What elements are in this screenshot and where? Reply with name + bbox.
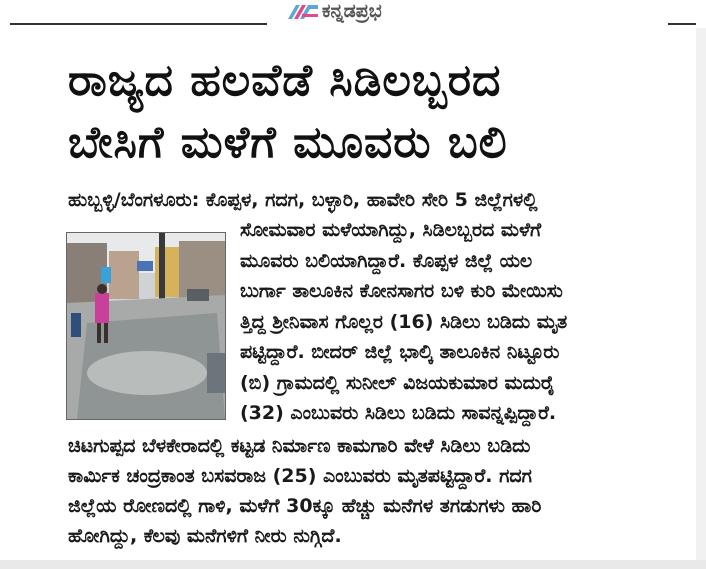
body-line: (32) ಎಂಬುವರು ಸಿಡಿಲು ಬಡಿದು ಸಾವನ್ನಪ್ಪಿದ್ದಾರೆ.: [240, 402, 557, 424]
body-line: ತ್ತಿದ್ದ ಶ್ರೀನಿವಾಸ ಗೊಲ್ಲರ (16) ಸಿಡಿಲು ಬಡಿದು ಮೃತ: [240, 310, 568, 333]
masthead-rule-right: [668, 23, 696, 25]
headline-line-1: ರಾಜ್ಯದ ಹಲವೆಡೆ ಸಿಡಿಲಬ್ಬರದ: [68, 55, 502, 106]
logo-text: ಕನ್ನಡಪ್ರಭ: [322, 0, 382, 22]
body-line: ಕಾರ್ಮಿಕ ಚಂದ್ರಕಾಂತ ಬಸವರಾಜ (25) ಎಂಬುವರು ಮೃತಪಟ್ಟಿದ್ದಾರೆ. ಗದಗ: [68, 465, 532, 487]
rain-street-photo: [67, 233, 225, 419]
body-line: (ಬಿ) ಗ್ರಾಮದಲ್ಲಿ ಸುನೀಲ್ ವಿಜಯಕುಮಾರ ಮದುರೈ: [240, 371, 555, 394]
article-photo: [66, 232, 226, 420]
logo-stripes-icon: [288, 3, 318, 19]
masthead-rule-left: [10, 23, 267, 25]
page-bottom-edge: [0, 560, 706, 569]
body-line: ಹೋಗಿದ್ದು, ಕೆಲವು ಮನೆಗಳಿಗೆ ನೀರು ನುಗ್ಗಿದೆ.: [68, 525, 342, 547]
newspaper-logo: [288, 0, 382, 22]
body-line: ಬುರ್ಗಾ ತಾಲೂಕಿನ ಕೋನಸಾಗರ ಬಳಿ ಕುರಿ ಮೇಯಿಸು: [240, 280, 563, 302]
article-body-wrapped: [240, 215, 670, 429]
masthead: [0, 0, 706, 24]
page-edge: [696, 28, 706, 569]
article-headline: [68, 50, 668, 174]
body-line: ಚಿಟಗುಪ್ಪದ ಬೆಳಕೇರಾದಲ್ಲಿ ಕಟ್ಟಡ ನಿರ್ಮಾಣ ಕಾಮಗಾರಿ ವೇಳೆ ಸಿಡಿಲು ಬಡಿದು: [68, 435, 531, 457]
body-line: ಪಟ್ಟಿದ್ದಾರೆ. ಬೀದರ್ ಜಿಲ್ಲೆ ಭಾಲ್ಕಿ ತಾಲೂಕಿನ ನಿಟ್ಟೂರು: [240, 341, 560, 363]
article-dateline-line: ಹುಬ್ಬಳ್ಳಿ/ಬೆಂಗಳೂರು: ಕೊಪ್ಪಳ, ಗದಗ, ಬಳ್ಳಾರಿ, ಹಾವೇರಿ ಸೇರಿ 5 ಜಿಲ್ಲೆಗಳಲ್ಲಿ: [68, 189, 538, 211]
body-line: ಸೋಮವಾರ ಮಳೆಯಾಗಿದ್ದು, ಸಿಡಿಲಬ್ಬರದ ಮಳೆಗೆ: [240, 219, 542, 241]
article-body-full: [68, 431, 668, 551]
body-line: ಮೂವರು ಬಲಿಯಾಗಿದ್ದಾರೆ. ಕೊಪ್ಪಳ ಜಿಲ್ಲೆ ಯಲ: [240, 249, 533, 272]
body-line: ಜಿಲ್ಲೆಯ ರೋಣದಲ್ಲಿ ಗಾಳಿ, ಮಳೆಗೆ 30ಕ್ಕೂ ಹೆಚ್ಚು ಮನೆಗಳ ತಗಡುಗಳು ಹಾರಿ: [68, 495, 542, 517]
headline-line-2: ಬೇಸಿಗೆ ಮಳೆಗೆ ಮೂವರು ಬಲಿ: [68, 117, 508, 168]
